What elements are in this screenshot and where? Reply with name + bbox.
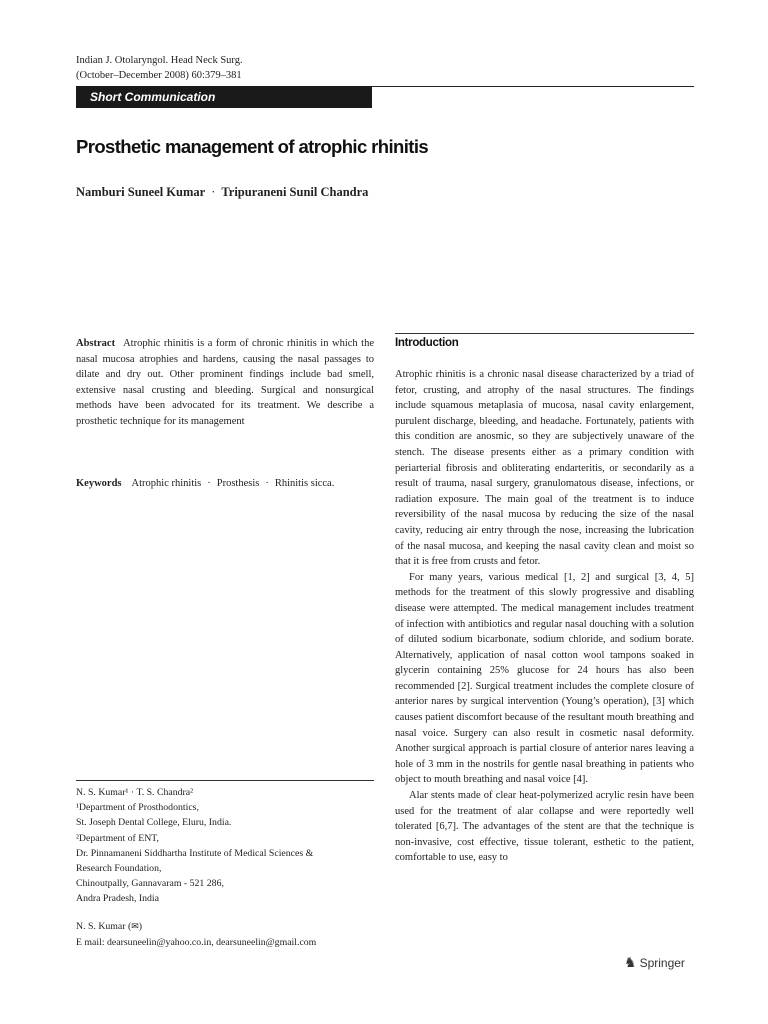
introduction-rule xyxy=(395,333,694,334)
introduction-body xyxy=(395,367,694,866)
journal-citation xyxy=(76,53,243,83)
header-rule xyxy=(372,86,694,87)
affil-college-1: St. Joseph Dental College, Eluru, India. xyxy=(76,817,232,829)
abstract-block xyxy=(76,336,374,430)
corresponding-author xyxy=(76,919,374,935)
journal-issue: (October–December 2008) 60:379–381 xyxy=(76,70,242,81)
keyword-item: Atrophic rhinitis xyxy=(131,478,202,489)
affil-institute-2b: Research Foundation, xyxy=(76,863,162,875)
keyword-item: Rhinitis sicca. xyxy=(274,478,335,489)
journal-name: Indian J. Otolaryngol. Head Neck Surg. xyxy=(76,55,243,66)
affil-dept-2: ²Department of ENT, xyxy=(76,832,160,844)
section-banner: Short Communication xyxy=(76,86,372,108)
footnote-rule xyxy=(76,780,374,781)
mail-icon: ✉ xyxy=(131,921,139,932)
keyword-separator: · xyxy=(207,478,211,489)
abstract-label: Abstract xyxy=(76,338,116,349)
affil-address-2: Andra Pradesh, India xyxy=(76,893,159,905)
springer-horse-icon: ♞ xyxy=(624,955,637,971)
keyword-item: Prosthesis xyxy=(216,478,260,489)
corr-name: N. S. Kumar ( xyxy=(76,920,132,932)
affiliations-block xyxy=(76,785,374,950)
publisher-name: Springer xyxy=(639,956,685,970)
publisher-logo xyxy=(624,956,685,970)
affil-institute-2a: Dr. Pinnamaneni Siddhartha Institute of Medical Sciences & xyxy=(76,847,314,859)
intro-paragraph-2: For many years, various medical [1, 2] and surgical [3, 4, 5] methods for the treatment of this slowly progressive and disabling disease were attempted. The medical management includes treatment of infection with antibiotics and regular nasal douching with a solution of diluted sodium bicarbonate, sodium chloride, and sodium borate. Alternatively, application of nasal cotton wool tampons soaked in glycerin containing 25% glucose for 24 hours has also been recommended [2]. Surgical treatment includes the complete closure of anterior nares by surgical intervention (Young’s operation), [3] which causes patient discomfort because of the resultant mouth breathing and nasal voice. Surgery can also result in cosmetic nasal deformity. Another surgical approach is partial closure of anterior nares leaving a hole of 3 mm in the nostrils for gentle nasal breathing in patients who object to mouth breathing and nasal voice [4]. xyxy=(395,571,694,786)
keyword-separator: · xyxy=(265,478,269,489)
affil-dept-1: ¹Department of Prosthodontics, xyxy=(76,802,199,814)
email-line: E mail: dearsuneelin@yahoo.co.in, dearsuneelin@gmail.com xyxy=(76,936,317,948)
keywords-label: Keywords xyxy=(76,478,122,489)
article-title: Prosthetic management of atrophic rhinitis xyxy=(76,136,429,157)
abstract-text: Atrophic rhinitis is a form of chronic rhinitis in which the nasal mucosa atrophies and hardens, causing the nasal passages to dilate and dry out. Other prominent findings include bad smell, extensive nasal crusting and bleeding. Surgical and nonsurgical methods have been advocated for its treatment. We describe a prosthetic technique for its management xyxy=(76,338,374,427)
keywords-block xyxy=(76,476,374,492)
intro-paragraph-1: Atrophic rhinitis is a chronic nasal disease characterized by a triad of fetor, crusting, and atrophy of the nasal structures. The findings include squamous metaplasia of mucosa, nasal cavity enlargement, purulent discharge, bleeding, and headache. Fortunately, patients with this condition are anosmic, so they are subjectively unaware of the stench. The disease presents either as a primary condition with periarterial fibrosis and obliterating endarteritis, or secondarily as a result of trauma, nasal surgery, granulomatous disease, infections, or radiation exposure. The main goal of the treatment is to induce reversibility of the nasal mucosa by reducing the size of the nasal cavity, reducing air entry through the nose, increasing the lubrication of the nasal mucosa, and keeping the nasal cavity clean and moist so that it is free from crusts and fetor. xyxy=(395,369,694,568)
affil-authors: N. S. Kumar¹ · T. S. Chandra² xyxy=(76,787,194,798)
author-2: Tripuraneni Sunil Chandra xyxy=(221,185,369,199)
introduction-heading: Introduction xyxy=(395,337,459,349)
corr-close: ) xyxy=(138,920,143,932)
affil-address-1: Chinoutpally, Gannavaram - 521 286, xyxy=(76,878,224,890)
author-1: Namburi Suneel Kumar xyxy=(76,185,206,199)
intro-paragraph-3: Alar stents made of clear heat-polymerized acrylic resin have been used for the treatment of alar collapse and were reportedly well tolerated [6,7]. The advantages of the stent are that the technique is non-invasive, cost effective, tissue tolerant, esthetic to the patient, comfortable to use, easy to xyxy=(395,790,694,864)
author-separator: · xyxy=(211,185,216,199)
author-line xyxy=(76,185,368,200)
